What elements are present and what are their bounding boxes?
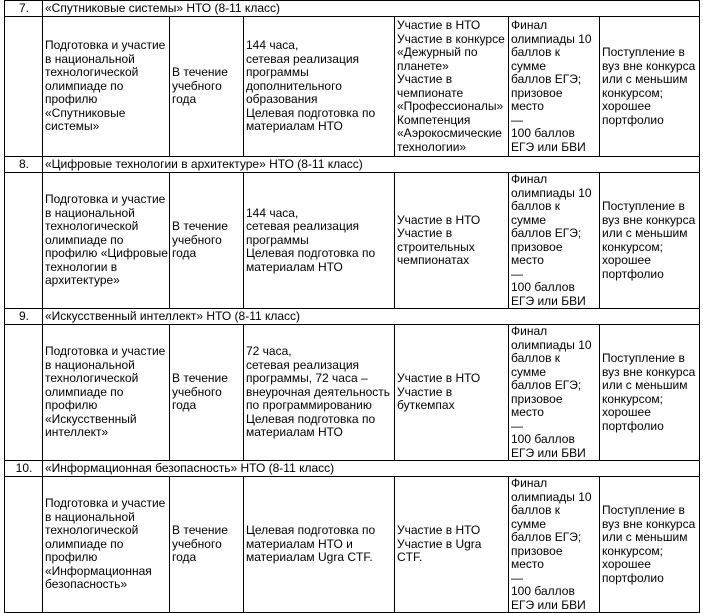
section-title: «Спутниковые системы» НТО (8-11 класс) (43, 1, 700, 17)
section-number: 8. (5, 157, 43, 173)
table-row (5, 17, 700, 157)
result-cell: Финал олимпиады 10 баллов к сумме баллов ЕГЭ; призовое место — 100 баллов ЕГЭ или БВИ (509, 173, 600, 309)
participation-cell: Участие в НТО Участие в буткемпах (395, 325, 509, 461)
benefit-cell: Поступление в вуз вне конкурса или с меньшим конкурсом; хорошее портфолио (600, 173, 700, 309)
section-header-row (5, 157, 700, 173)
section-header-row (5, 1, 700, 17)
format-cell: 144 часа, сетевая реализация программы дополнительного образования Целевая подготовка по материалам НТО (244, 17, 395, 157)
format-cell: Целевая подготовка по материалам НТО и материалам Ugra CTF. (244, 477, 395, 613)
period-cell: В течение учебного года (170, 325, 244, 461)
section-header-row (5, 309, 700, 325)
section-title: «Цифровые технологии в архитектуре» НТО (8-11 класс) (43, 157, 700, 173)
period-cell: В течение учебного года (170, 17, 244, 157)
empty-number-cell (5, 173, 43, 309)
period-cell: В течение учебного года (170, 173, 244, 309)
section-title: «Искусственный интеллект» НТО (8-11 класс) (43, 309, 700, 325)
section-number: 9. (5, 309, 43, 325)
empty-number-cell (5, 477, 43, 613)
benefit-cell: Поступление в вуз вне конкурса или с меньшим конкурсом; хорошее портфолио (600, 325, 700, 461)
result-cell: Финал олимпиады 10 баллов к сумме баллов ЕГЭ; призовое место — 100 баллов ЕГЭ или БВИ (509, 17, 600, 157)
result-cell: Финал олимпиады 10 баллов к сумме баллов ЕГЭ; призовое место — 100 баллов ЕГЭ или БВИ (509, 325, 600, 461)
section-title: «Информационная безопасность» НТО (8-11 класс) (43, 461, 700, 477)
section-number: 7. (5, 1, 43, 17)
table-row (5, 325, 700, 461)
programs-table (4, 0, 700, 613)
table-row (5, 477, 700, 613)
empty-number-cell (5, 17, 43, 157)
participation-cell: Участие в НТО Участие в строительных чемпионатах (395, 173, 509, 309)
participation-cell: Участие в НТО Участие в конкурсе «Дежурный по планете» Участие в чемпионате «Профессионалы» Компетенция «Аэрокосмические технологии» (395, 17, 509, 157)
period-cell: В течение учебного года (170, 477, 244, 613)
benefit-cell: Поступление в вуз вне конкурса или с меньшим конкурсом; хорошее портфолио (600, 477, 700, 613)
activity-cell: Подготовка и участие в национальной технологической олимпиаде по профилю «Искусственный интеллект» (43, 325, 170, 461)
format-cell: 144 часа, сетевая реализация программы Целевая подготовка по материалам НТО (244, 173, 395, 309)
activity-cell: Подготовка и участие в национальной технологической олимпиаде по профилю «Информационная безопасность» (43, 477, 170, 613)
activity-cell: Подготовка и участие в национальной технологической олимпиаде по профилю «Спутниковые системы» (43, 17, 170, 157)
section-header-row (5, 461, 700, 477)
table-row (5, 173, 700, 309)
format-cell: 72 часа, сетевая реализация программы, 72 часа – внеурочная деятельность по программированию Целевая подготовка по материалам НТО (244, 325, 395, 461)
participation-cell: Участие в НТО Участие в Ugra CTF. (395, 477, 509, 613)
empty-number-cell (5, 325, 43, 461)
result-cell: Финал олимпиады 10 баллов к сумме баллов ЕГЭ; призовое место — 100 баллов ЕГЭ или БВИ (509, 477, 600, 613)
benefit-cell: Поступление в вуз вне конкурса или с меньшим конкурсом; хорошее портфолио (600, 17, 700, 157)
section-number: 10. (5, 461, 43, 477)
activity-cell: Подготовка и участие в национальной технологической олимпиаде по профилю «Цифровые технологии в архитектуре» (43, 173, 170, 309)
